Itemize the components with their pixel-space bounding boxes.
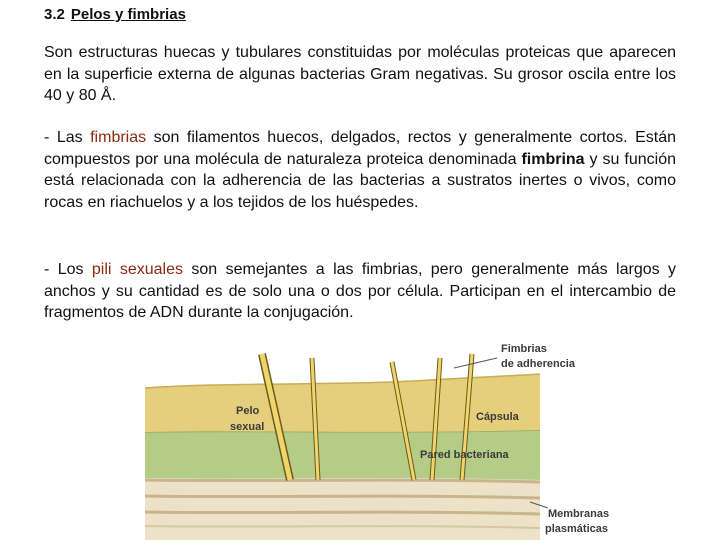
p3-suffix: son semejantes a las fimbrias, pero generalmente más largos y anchos y su cantidad es de solo una o dos por célula. Participan en el intercambio de fragmentos de ADN durante la conjugación.	[44, 261, 677, 321]
label-membranas-line1: Membranas	[548, 508, 610, 520]
label-pared: Pared bacteriana	[420, 449, 509, 461]
p3-prefix: - Los	[44, 261, 92, 278]
label-membranas-line2: plasmáticas	[545, 523, 608, 535]
paragraph-intro: Son estructuras huecas y tubulares constituidas por moléculas proteicas que aparecen en la superficie externa de algunas bacterias Gram negativas. Su grosor oscila entre los 40 y 80 Å.	[44, 44, 676, 104]
label-capsula: Cápsula	[476, 411, 519, 423]
p2-suffix: y su función está relacionada con la adherencia de las bacterias a sustratos inertes o vivos, como rocas en riachuelos y a los tejidos de los huéspedes.	[44, 150, 677, 211]
section-heading	[44, 6, 186, 23]
section-title: Pelos y fimbrias	[70, 6, 186, 23]
membrane-line-inner	[145, 512, 540, 514]
bacterial-surface-figure	[0, 330, 720, 540]
section-number: 3.2	[44, 6, 65, 23]
bacterial-surface-illustration	[0, 330, 720, 540]
term-fimbrias: fimbrias	[90, 129, 147, 146]
label-fimbrias-line1: Fimbrias	[501, 343, 547, 355]
p2-prefix: - Las	[44, 129, 91, 146]
membrane-line-mid	[145, 496, 540, 498]
membrane-band	[145, 478, 540, 540]
label-pelo-line2: sexual	[230, 421, 265, 433]
leader-fimbrias	[454, 358, 497, 368]
paragraph-pili	[44, 259, 676, 324]
label-fimbrias-line2: de adherencia	[501, 358, 575, 370]
label-pelo-line1: Pelo	[236, 405, 260, 417]
paragraph-fimbrias	[44, 127, 676, 213]
membrane-line-outer	[145, 480, 540, 482]
term-fimbrina: fimbrina	[521, 150, 585, 168]
p2-mid: son filamentos huecos, delgados, rectos y generalmente cortos. Están compuestos por una molécula de naturaleza proteica denominada	[44, 129, 677, 168]
term-pili-sexuales: pili sexuales	[91, 261, 184, 278]
